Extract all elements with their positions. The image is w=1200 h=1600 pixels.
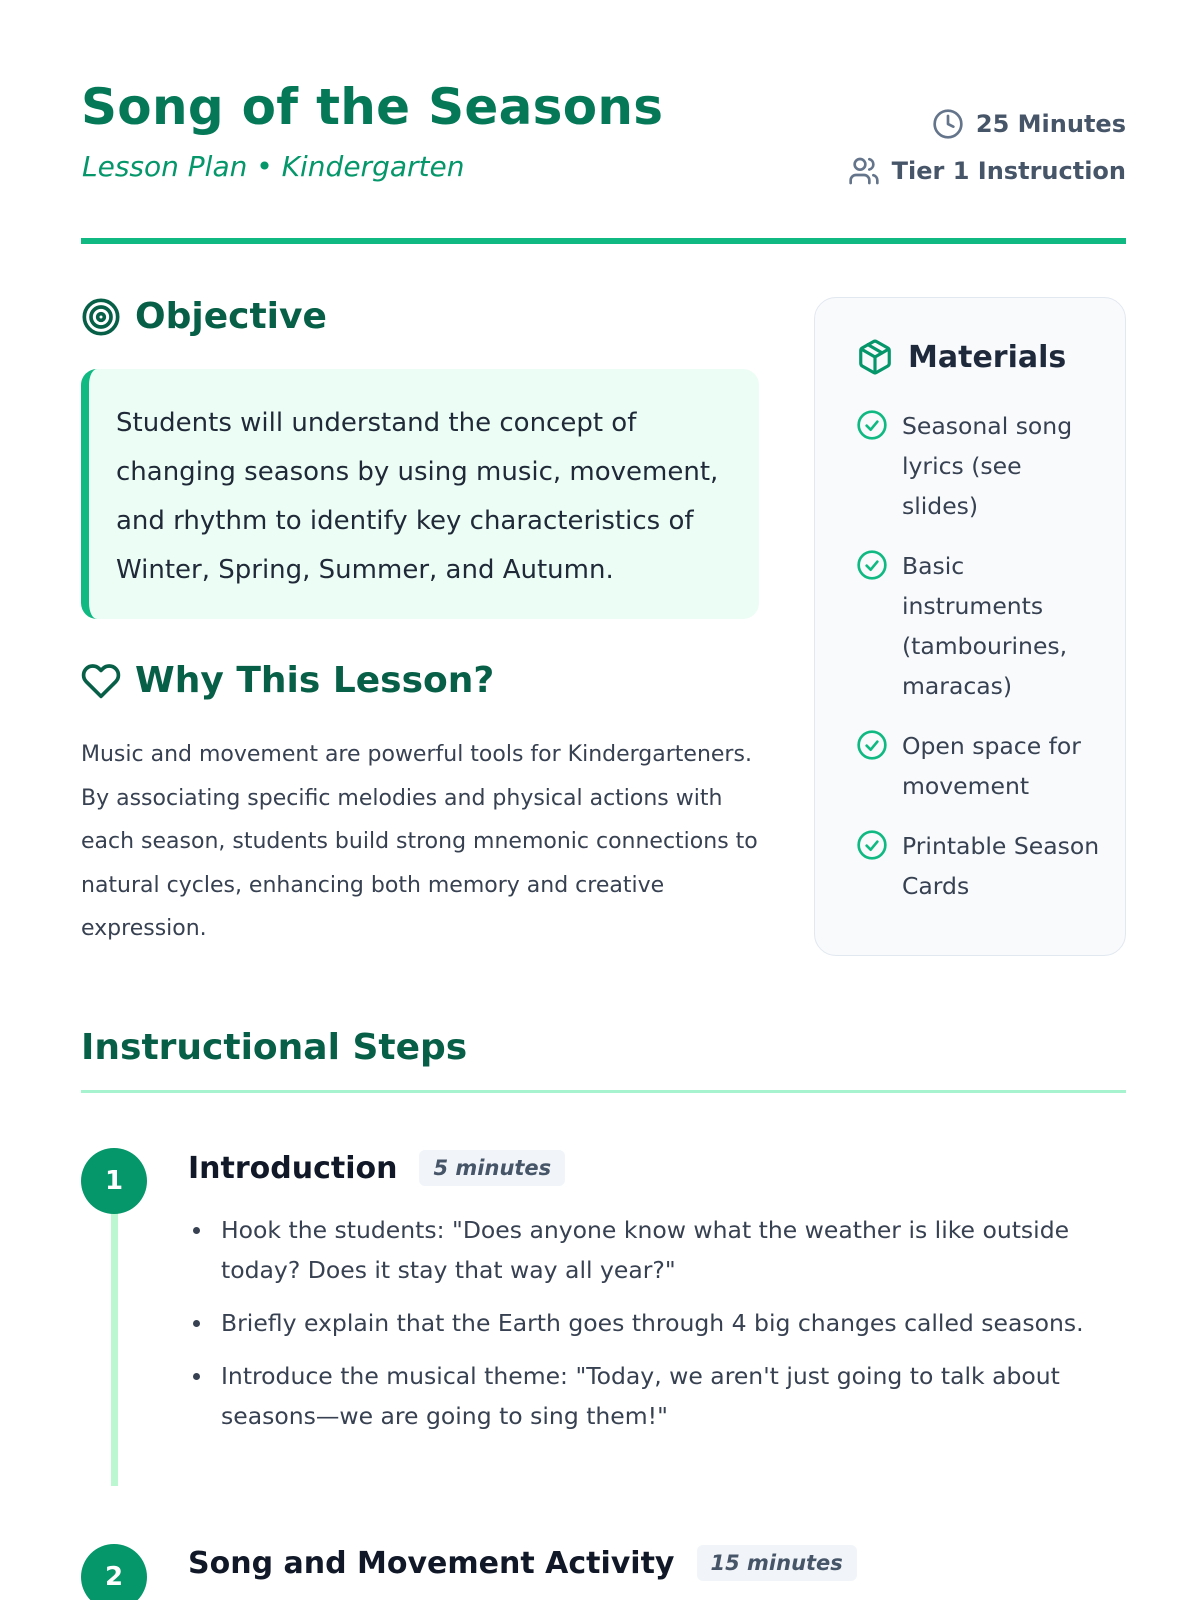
step-number-badge: 1 <box>81 1148 147 1214</box>
lesson-header <box>81 78 1126 244</box>
material-item-label: Printable Season Cards <box>902 832 1100 900</box>
target-icon <box>81 297 121 337</box>
why-paragraph: Music and movement are powerful tools for Kindergarteners. By associating specific melodies and physical actions with each season, students build strong mnemonic connections to natural cycles, enhancing both memory and creative expression. <box>81 742 758 942</box>
heart-icon <box>81 661 121 701</box>
material-item <box>856 826 1101 906</box>
tier-label: Tier 1 Instruction <box>891 157 1126 185</box>
step-title-row <box>188 1150 565 1186</box>
material-item-label: Seasonal song lyrics (see slides) <box>902 412 1073 520</box>
material-item <box>856 546 1101 706</box>
package-icon <box>856 338 894 376</box>
list-item: Briefly explain that the Earth goes through 4 big changes called seasons. <box>188 1303 1118 1343</box>
users-icon <box>848 155 880 187</box>
objective-callout: Students will understand the concept of changing seasons by using music, movement, and rhythm to identify key characteristics of Winter, Spring, Summer, and Autumn. <box>81 369 759 619</box>
list-item: Hook the students: "Does anyone know what the weather is like outside today? Does it stay that way all year?" <box>188 1210 1118 1290</box>
step-duration-badge: 15 minutes <box>697 1545 857 1581</box>
materials-heading <box>856 338 1125 376</box>
step-bullet-list <box>188 1210 1118 1449</box>
page-title: Song of the Seasons <box>81 78 664 136</box>
step-duration-badge: 5 minutes <box>419 1150 565 1186</box>
lesson-plan-page <box>81 0 1126 1600</box>
materials-heading-label: Materials <box>908 339 1067 375</box>
step-title: Introduction <box>188 1150 398 1186</box>
steps-heading: Instructional Steps <box>81 1027 1126 1093</box>
step-title: Song and Movement Activity <box>188 1545 675 1581</box>
step-timeline-line <box>111 1175 118 1486</box>
step-number-badge: 2 <box>81 1544 147 1600</box>
list-item: Introduce the musical theme: "Today, we aren't just going to talk about seasons—we are going to sing them!" <box>188 1356 1118 1436</box>
objective-heading <box>81 296 327 337</box>
page-subtitle: Lesson Plan • Kindergarten <box>82 150 465 183</box>
duration-meta <box>932 108 1126 140</box>
check-circle-icon <box>856 549 888 581</box>
why-heading <box>81 660 494 701</box>
material-item-label: Open space for movement <box>902 732 1081 800</box>
material-item <box>856 406 1101 526</box>
material-item <box>856 726 1101 806</box>
material-item-label: Basic instruments (tambourines, maracas) <box>902 552 1068 700</box>
check-circle-icon <box>856 729 888 761</box>
materials-card <box>814 297 1126 956</box>
tier-meta <box>848 155 1126 187</box>
check-circle-icon <box>856 829 888 861</box>
step-title-row <box>188 1545 857 1581</box>
duration-label: 25 Minutes <box>975 110 1126 138</box>
clock-icon <box>932 108 964 140</box>
check-circle-icon <box>856 409 888 441</box>
objective-heading-label: Objective <box>135 296 327 337</box>
why-heading-label: Why This Lesson? <box>135 660 495 701</box>
